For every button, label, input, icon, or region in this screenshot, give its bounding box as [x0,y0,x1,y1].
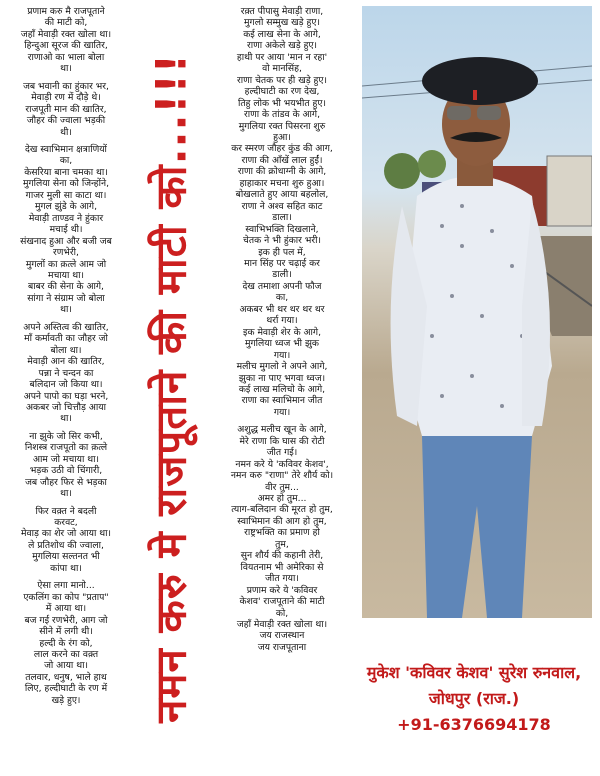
poem-line: कई लाख मलिचो के आगे, [238,383,326,395]
poem-line: देख तमाशा अपनी फौज [242,280,322,292]
poem-line: प्रणाम करे ये 'कविवर [246,584,318,596]
poem-line: बोला था। [50,344,82,356]
poem-line: अमर हो तुम... [257,493,307,505]
poem-line: डाला। [272,212,292,224]
poem-line: था। [60,63,72,75]
poem-line: मुगलिया रक्त पिसरना शुरु [238,120,326,132]
poem-line: था। [60,488,72,500]
poem-line: स्वाभिभक्ति दिखलाने, [245,223,319,235]
poem-line: जय राजस्थान [259,630,305,642]
poem-line: हाथी पर आया 'मान न रहा' [236,51,328,63]
poem-line: हिन्दुआ सूरज की खातिर, [24,40,108,52]
author-name: मुकेश 'कविवर केशव' सुरेश रुनवाल, [366,663,582,682]
poem-line: थी। [60,126,72,138]
poem-line: तुम, [275,538,289,550]
poem-line: अपने पापो का घड़ा भरने, [23,390,109,402]
poem-line: गाजर मुली सा काटा था। [25,189,107,201]
title-text: नमन करु मे राजपूताने की माटी को...!!! [146,53,196,723]
poem-line: मुगलिया सल्तनत भी [32,551,100,563]
poem-line: लाल करने का वक़्त [33,649,99,661]
poem-line: ले प्रतिशोध की ज्वाला, [28,539,104,551]
poem-line: मुगलिया सेना को जिन्होंने, [22,178,110,190]
poem-line: नमन करु "राणा" तेरे शौर्य को। [230,470,334,482]
poem-line: तिहु लोक भी भयभीत हुए। [238,97,326,109]
poem-line: बाबर की सेना के आगे, [28,281,104,293]
poem-line: जय राजपूताना [257,641,307,653]
poem-line: मेवाड़ का शेर जो आया था। [21,528,111,540]
poem-line: वीर तुम... [265,481,299,493]
poem-line: हल्दीघाटी का रण देख, [244,86,320,98]
poem-line: आम जो मचाया था। [33,453,99,465]
poem-line: डाली। [272,269,292,281]
poem-line: सांगा ने संग्राम जो बोला [27,292,105,304]
poem-line: मलीच मुगलो ने अपने आगे, [236,361,328,373]
poem-line: गया। [273,406,291,418]
poem-line: मेवाड़ी रण में दौड़े थे। [31,92,101,104]
poem-line: हाहाकार मचना शुरु हुआ। [239,177,325,189]
poem-line: ऐसा लगा मानो... [37,580,95,592]
poem-line: था। [60,304,72,316]
poem-line: संखनाद हुआ और बजी जब [20,235,112,247]
poem-line: अकबर भी थर थर थर थर [239,303,325,315]
poem-line: कई लाख सेना के आगे, [243,28,321,40]
poem-line: राष्ट्रभक्ति का प्रमाण हो [244,527,320,539]
poem-line: मेवाड़ी ताण्डव ने हुंकार [28,212,104,224]
poem-line: राणाओ का भाला बोला [27,51,105,63]
poem-line: राणा अकेले खड़े हुए। [246,40,318,52]
poem-line: मान सिंह पर चढ़ाई कर [244,257,320,269]
poem-line: मुगलों का क़त्ले आम जो [25,258,107,270]
poem-line: हुआ। [273,131,291,143]
poem-line: जीत गई। [266,447,298,459]
poem-line: था। [60,413,72,425]
poem-line: थर्रा गया। [266,315,298,327]
poem-line: सीने में लगी थी। [39,626,93,638]
poem-line: वो मानसिंह, [262,63,302,75]
poem-line: का, [59,155,73,167]
author-block [352,660,596,738]
poem-line: देख स्वाभिमान क्षत्राणियों [25,143,107,155]
poem-line: भड़क उठी वो चिंगारी, [29,465,103,477]
poem-line: जो आया था। [44,660,88,672]
author-phone: +91-6376694178 [397,715,551,734]
poet-photo [362,6,592,618]
poem-line: करवट, [54,517,78,529]
poem-line: बलिदान जो किया था। [29,379,103,391]
poem-line: जहाँ मेवाड़ी रक्त खोला था। [236,619,328,631]
poem-line: प्रणाम करु मै राजपूताने [27,6,105,17]
poem-line: जीत गया। [265,573,299,585]
poem-line: मेरे राणा कि घास की रोटी [239,435,325,447]
poem-line: राणा की क्रोधाग्नी के आगे, [237,166,327,178]
poem-line: वियतनाम भी अमेरिका से [240,561,324,573]
poem-line: अपने अस्तित्व की खातिर, [23,321,109,333]
poem-line: अशुद्ध मलीच खून के आगे, [237,424,327,436]
poem-line: कांपा था। [50,562,82,574]
poem-line: स्वाभिमान की आग हो तुम, [237,515,327,527]
poem-line: राणा ने अश्व सहित काट [241,200,323,212]
poem-line: रणभेरी, [53,247,79,259]
poem-line: पन्ना ने चन्दन का [38,367,94,379]
poem-line: माँ कर्मावती का जौहर जो [24,333,108,345]
poem-line: की माटी को, [44,17,88,29]
poem-line: चेतक ने भी हुंकार भरी। [243,235,321,247]
poem-line: मचाई थी। [49,224,83,236]
poem-line: इक मेवाड़ी शेर के आगे, [242,326,322,338]
poem-line: फिर वक़्त ने बदली [35,505,97,517]
poem-line: राणा का स्वाभिमान जीत [241,395,323,407]
poem-line: बज गई रणभेरी, आग जो [24,614,108,626]
poem-line: राणा की आँखें लाल हुईं। [241,154,323,166]
poem-line: ना झुके जो सिर कभी, [29,430,103,442]
poem-line: इक ही पल में, [258,246,306,258]
poem-line: मुगलिया ध्वज भी झुक [245,338,319,350]
poem-line: जहाँ मेवाड़ी रक्त खोला था। [20,28,112,40]
poem-column-left [4,6,128,706]
poem-line: अकबर जो चित्तौड़ आया [26,401,106,413]
poem-line: तलवार, धनुष, भाले हाथ [25,671,107,683]
poem-line: खड़े हुए। [51,694,81,706]
poem-line: रक़्त पीपासु मेवाड़ी राणा, [240,6,324,17]
poem-line: सुन शौर्य की कहानी तेरी, [240,550,324,562]
poem-line: बोखलाते हुए आया बहलोल, [235,189,329,201]
poem-line: मचाया था। [47,269,85,281]
poem-line: केशव' राजपूताने की माटी [239,596,325,608]
poem-line: राणा के तांडव के आगे, [243,109,321,121]
poem-line: कर स्मरण जौहर कुंड की आग, [231,143,333,155]
poem-line: निशस्त्र राजपूतो का क़त्ले [24,442,108,454]
poem-line: एकलिंग का कोप "प्रताप" [23,591,109,603]
poem-line: जब भवानी का हुंकार भर, [23,80,109,92]
poem-line: मुगलो सम्मुख खड़े हुए। [244,17,320,29]
poem-line: जौहर की ज्वाला भड़की [26,115,106,127]
poem-line: मेवाड़ी आन की खातिर, [27,356,105,368]
poem-line: त्याग-बलिदान की मूरत हो तुम, [231,504,333,516]
poem-line: में आया था। [45,603,87,615]
poem-line: को, [275,607,289,619]
poem-line: हल्दी के रंग को, [39,637,93,649]
poem-column-middle [212,6,352,653]
poem-line: नमन करे ये 'कविवर केशव', [235,458,329,470]
poem-line: लिए, हल्दीघाटी के रण में [24,683,108,695]
portrait-icon [362,6,592,618]
poem-line: झुका ना पाए भगवा ध्वज। [238,372,326,384]
poem-line: राणा चेतक पर ही खड़े हुए। [237,74,327,86]
author-city: जोधपुर (राज.) [428,689,520,708]
poem-line: राजपूती मान की खातिर, [25,103,107,115]
poem-line: गया। [273,349,291,361]
poem-line: का, [275,292,289,304]
poem-line: केसरिया बाना चमका था। [24,166,108,178]
poem-line: जब जौहर फिर से भड़का [25,476,107,488]
poem-line: मुगल झुंडे के आगे, [34,201,98,213]
